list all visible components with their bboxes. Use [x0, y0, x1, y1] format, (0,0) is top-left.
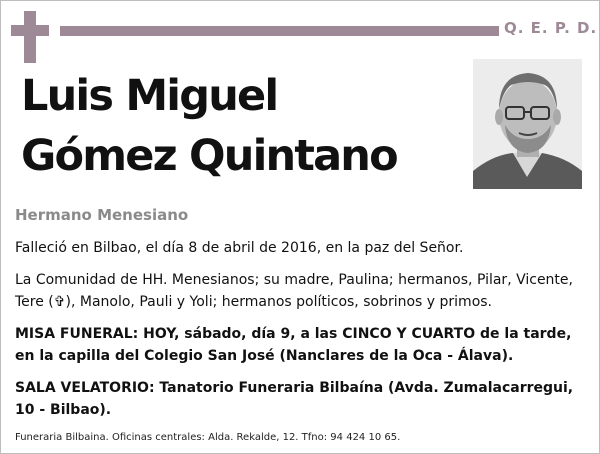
- qepd-label: Q. E. P. D.: [504, 19, 598, 37]
- deceased-name-line-2: Gómez Quintano: [21, 131, 397, 181]
- wake-room-paragraph: SALA VELATORIO: Tanatorio Funeraria Bilbaína (Avda. Zumalacarregui, 10 - Bilbao).: [15, 380, 574, 418]
- death-announcement: Falleció en Bilbao, el día 8 de abril de 2016, en la paz del Señor.: [15, 240, 464, 256]
- family-text-end: ), Manolo, Pauli y Yoli; hermanos políticos, sobrinos y primos.: [65, 294, 493, 310]
- portrait-photo: [473, 59, 582, 189]
- portrait-illustration: [473, 59, 582, 189]
- header-rule: [60, 26, 499, 36]
- deceased-cross-icon: ✞: [53, 294, 66, 310]
- family-text-start: La Comunidad de HH. Menesianos; su madre, Paulina; hermanos, Pilar, Vicente, Tere (: [15, 272, 573, 310]
- funeral-home-footer: Funeraria Bilbaina. Oficinas centrales: Alda. Rekalde, 12. Tfno: 94 424 10 65.: [15, 432, 401, 443]
- deceased-title: Hermano Menesiano: [15, 206, 189, 224]
- deceased-name-line-1: Luis Miguel: [21, 71, 278, 121]
- cross-icon-vertical: [24, 11, 36, 63]
- cross-icon-horizontal: [11, 25, 49, 36]
- funeral-mass-paragraph: MISA FUNERAL: HOY, sábado, día 9, a las CINCO Y CUARTO de la tarde, en la capilla del Colegio San José (Nanclares de la Oca - Álava).: [15, 326, 572, 364]
- family-paragraph: [15, 269, 591, 313]
